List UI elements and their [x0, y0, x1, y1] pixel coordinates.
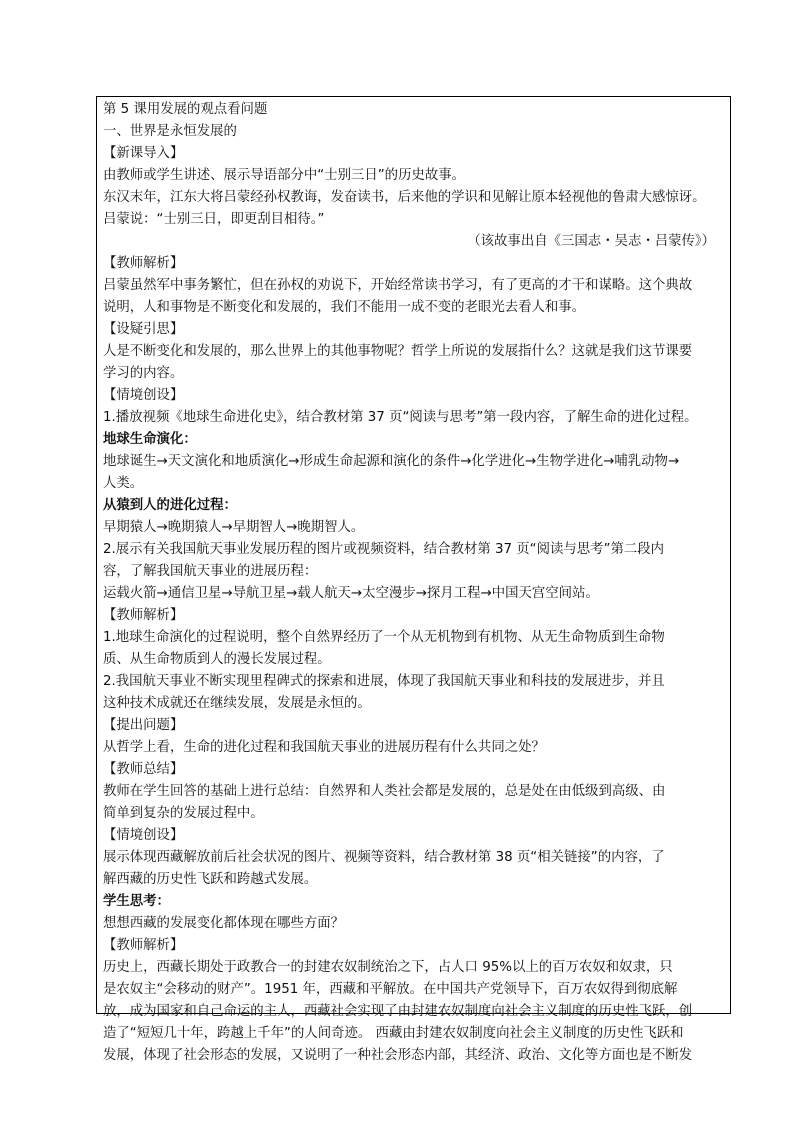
text-line: 这种技术成就还在继续发展，发展是永恒的。 [103, 696, 371, 711]
text-line: 运载火箭→通信卫星→导航卫星→载人航天→太空漫步→探月工程→中国天宫空间站。 [103, 586, 599, 601]
text-line: 造了“短短几十年，跨越上千年”的人间奇迹。 西藏由封建农奴制度向社会主义制度的历史性飞跃和 [103, 1026, 684, 1041]
text-line: 人类。 [103, 476, 144, 491]
text-line: 吕蒙说：“士别三日，即更刮目相待。” [103, 212, 325, 227]
text-line: 简单到复杂的发展过程中。 [103, 806, 264, 821]
section-heading: 一、世界是永恒发展的 [103, 124, 237, 139]
text-line: 吕蒙虽然军中事务繁忙，但在孙权的劝说下，开始经常读书学习，有了更高的才干和谋略。这个典故 [103, 278, 693, 293]
text-line: 解西藏的历史性飞跃和跨越式发展。 [103, 872, 318, 887]
label-teacher-analysis: 【教师解析】 [103, 256, 184, 271]
text-line: 由教师或学生讲述、展示导语部分中“士别三日”的历史故事。 [103, 168, 466, 183]
text-line: 容，了解我国航天事业的进展历程： [103, 564, 318, 579]
lesson-plan-table-cell [96, 96, 731, 1063]
label-new-lesson-intro: 【新课导入】 [103, 146, 184, 161]
label-raise-question: 【提出问题】 [103, 718, 184, 733]
label-scenario: 【情境创设】 [103, 828, 184, 843]
text-line: 1.地球生命演化的过程说明，整个自然界经历了一个从无机物到有机物、从无生命物质到生命物 [103, 630, 665, 645]
subheading-earth-life-evolution: 地球生命演化： [103, 432, 197, 447]
label-teacher-analysis: 【教师解析】 [103, 608, 184, 623]
text-line: 1.播放视频《地球生命进化史》，结合教材第 37 页“阅读与思考”第一段内容，了解生命的进化过程。 [103, 410, 698, 425]
label-question-guidance: 【设疑引思】 [103, 322, 184, 337]
text-line: 是农奴主“会移动的财产”。1951 年，西藏和平解放。在中国共产党领导下，百万农奴得到彻底解 [103, 982, 678, 997]
text-line: 人是不断变化和发展的，那么世界上的其他事物呢？哲学上所说的发展指什么？这就是我们这节课要 [103, 344, 693, 359]
subheading-student-thinking: 学生思考： [103, 894, 170, 909]
text-line: 质、从生命物质到人的漫长发展过程。 [103, 652, 331, 667]
text-line: 地球诞生→天文演化和地质演化→形成生命起源和演化的条件→化学进化→生物学进化→哺乳动物→ [103, 454, 680, 469]
story-source-note: （该故事出自《三国志・吴志・吕蒙传》） [467, 234, 715, 249]
text-line: 2.我国航天事业不断实现里程碑式的探索和进展，体现了我国航天事业和科技的发展进步，并且 [103, 674, 665, 689]
text-line: 教师在学生回答的基础上进行总结：自然界和人类社会都是发展的，总是处在由低级到高级、由 [103, 784, 666, 799]
subheading-ape-to-human: 从猿到人的进化过程： [103, 498, 237, 513]
text-line: 早期猿人→晚期猿人→早期智人→晚期智人。 [103, 520, 365, 535]
text-line: 历史上，西藏长期处于政教合一的封建农奴制统治之下，占人口 95%以上的百万农奴和奴隶，只 [103, 960, 673, 975]
text-line: 从哲学上看，生命的进化过程和我国航天事业的进展历程有什么共同之处？ [103, 740, 545, 755]
label-scenario: 【情境创设】 [103, 388, 184, 403]
label-teacher-summary: 【教师总结】 [103, 762, 184, 777]
text-line: 展示体现西藏解放前后社会状况的图片、视频等资料，结合教材第 38 页“相关链接”的内容，了 [103, 850, 665, 865]
text-line: 放，成为国家和自己命运的主人，西藏社会实现了由封建农奴制度向社会主义制度的历史性飞跃，创 [103, 1004, 693, 1019]
lesson-title: 第 5 课用发展的观点看问题 [103, 102, 268, 117]
text-line: 东汉末年，江东大将吕蒙经孙权教诲，发奋读书，后来他的学识和见解让原本轻视他的鲁肃大感惊讶。 [103, 190, 706, 205]
text-line: 想想西藏的发展变化都体现在哪些方面？ [103, 916, 345, 931]
lesson-content [103, 99, 725, 1067]
text-line: 学习的内容。 [103, 366, 184, 381]
text-line: 2.展示有关我国航天事业发展历程的图片或视频资料，结合教材第 37 页“阅读与思考”第二段内 [103, 542, 665, 557]
text-line: 发展，体现了社会形态的发展，又说明了一种社会形态内部，其经济、政治、文化等方面也是不断发 [103, 1048, 693, 1063]
text-line: 说明，人和事物是不断变化和发展的，我们不能用一成不变的老眼光去看人和事。 [103, 300, 586, 315]
label-teacher-analysis: 【教师解析】 [103, 938, 184, 953]
